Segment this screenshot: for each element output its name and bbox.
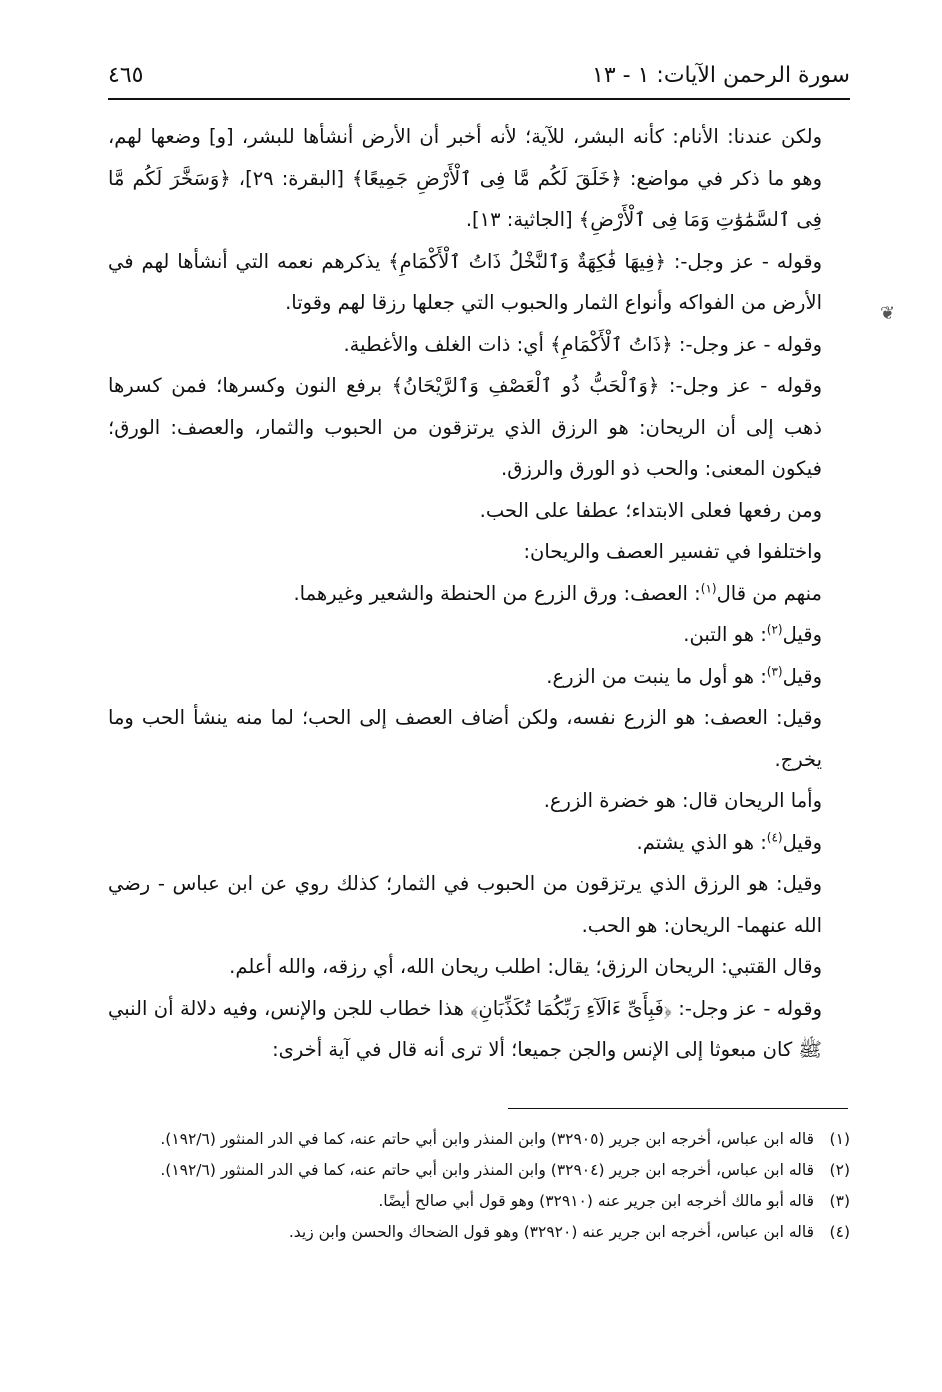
paragraph: وقيل$^{(٢)}$: هو التبن.	[683, 622, 822, 646]
paragraph: وقيل: العصف: هو الزرع نفسه، ولكن أضاف العصف إلى الحب؛ لما منه ينشأ الحب وما يخرج.	[108, 706, 822, 771]
paragraph: وقيل$^{(٤)}$: هو الذي يشتم.	[636, 830, 822, 854]
footnote-ref[interactable]: (١)	[700, 581, 717, 595]
footnote-rule	[508, 1108, 848, 1109]
paragraph: واختلفوا في تفسير العصف والريحان:	[523, 540, 822, 563]
paragraph: وقوله - عز وجل-: ﴿فِيهَا فَٰكِهَةٌ وَٱلنَّخْلُ ذَاتُ ٱلْأَكْمَامِ﴾ يذكرهم نعمه التي أنشأها لهم في الأرض من الفواكه وأنواع الثمار والحبوب التي جعلها رزقا لهم وقوتا.	[108, 249, 822, 314]
paragraph: ومن رفعها فعلى الابتداء؛ عطفا على الحب.	[479, 498, 822, 522]
footnote	[108, 1188, 850, 1215]
running-header	[108, 56, 850, 94]
paragraph: وقوله - عز وجل-: ﴿وَٱلْحَبُّ ذُو ٱلْعَصْفِ وَٱلرَّيْحَانُ﴾ برفع النون وكسرها؛ فمن كسرها ذهب إلى أن الريحان: هو الرزق الذي يرتزقون من الحبوب والثمار، والعصف: الورق؛ فيكون المعنى: والحب ذو الورق والرزق.	[108, 374, 822, 480]
footnote	[108, 1126, 850, 1153]
footnote-number: (٣)	[829, 1192, 850, 1210]
footnote-text: قاله أبو مالك أخرجه ابن جرير عنه (٣٢٩١٠) وهو قول أبي صالح أيضًا.	[378, 1192, 814, 1210]
paragraph: وقال القتبي: الريحان الرزق؛ يقال: اطلب ريحان الله، أي رزقه، والله أعلم.	[229, 955, 822, 978]
footnote-ref[interactable]: (٢)	[766, 622, 783, 637]
footnote-number: (١)	[829, 1130, 850, 1148]
paragraph: وقوله - عز وجل-: ﴿فَبِأَىِّ ءَالَآءِ رَبِّكُمَا تُكَذِّبَانِ﴾ هذا خطاب للجن والإنس، وفيه دلالة أن النبي ﷺ كان مبعوثا إلى الإنس والجن جميعا؛ ألا ترى أنه قال في آية أخرى:	[108, 996, 822, 1061]
header-title: سورة الرحمن الآيات: ١ - ١٣	[592, 62, 850, 88]
footnote-ref[interactable]: (٣)	[766, 664, 783, 678]
header-rule	[108, 98, 850, 100]
footnote	[108, 1157, 850, 1184]
paragraph: وقيل$^{(٣)}$: هو أول ما ينبت من الزرع.	[546, 664, 822, 688]
paragraph: وأما الريحان قال: هو خضرة الزرع.	[543, 789, 822, 812]
page-number: ٤٦٥	[108, 62, 144, 88]
footnote-number: (٤)	[829, 1223, 850, 1241]
footnote-text: قاله ابن عباس، أخرجه ابن جرير (٣٢٩٠٥) وابن المنذر وابن أبي حاتم عنه، كما في الدر المنثور (١٩٢/٦).	[160, 1130, 814, 1148]
paragraph: منهم من قال$^{(١)}$: العصف: ورق الزرع من الحنطة والشعير وغيرهما.	[293, 581, 822, 605]
footnote-number: (٢)	[829, 1161, 850, 1179]
footnote	[108, 1219, 850, 1246]
paragraph: ولكن عندنا: الأنام: كأنه البشر، للآية؛ لأنه أخبر أن الأرض أنشأها للبشر، [و] وضعها لهم، وهو ما ذكر في مواضع: ﴿خَلَقَ لَكُم مَّا فِى ٱلْأَرْضِ جَمِيعًا﴾ [البقرة: ٢٩]، ﴿وَسَخَّرَ لَكُم مَّا فِى ٱلسَّمَٰوَٰتِ وَمَا فِى ٱلْأَرْضِ﴾ [الجاثية: ١٣].	[108, 125, 822, 231]
paragraph: وقوله - عز وجل-: ﴿ذَاتُ ٱلْأَكْمَامِ﴾ أي: ذات الغلف والأغطية.	[343, 332, 822, 356]
body-text	[108, 116, 850, 1071]
margin-ornament: ❦	[880, 303, 896, 324]
paragraph: وقيل: هو الرزق الذي يرتزقون من الحبوب في الثمار؛ كذلك روي عن ابن عباس - رضي الله عنهما- الريحان: هو الحب.	[108, 872, 822, 937]
footnotes	[108, 1126, 850, 1250]
footnote-ref[interactable]: (٤)	[766, 830, 783, 844]
footnote-text: قاله ابن عباس، أخرجه ابن جرير (٣٢٩٠٤) وابن المنذر وابن أبي حاتم عنه، كما في الدر المنثور (١٩٢/٦).	[160, 1161, 814, 1179]
footnote-text: قاله ابن عباس، أخرجه ابن جرير عنه (٣٢٩٢٠) وهو قول الضحاك والحسن وابن زيد.	[288, 1223, 814, 1241]
